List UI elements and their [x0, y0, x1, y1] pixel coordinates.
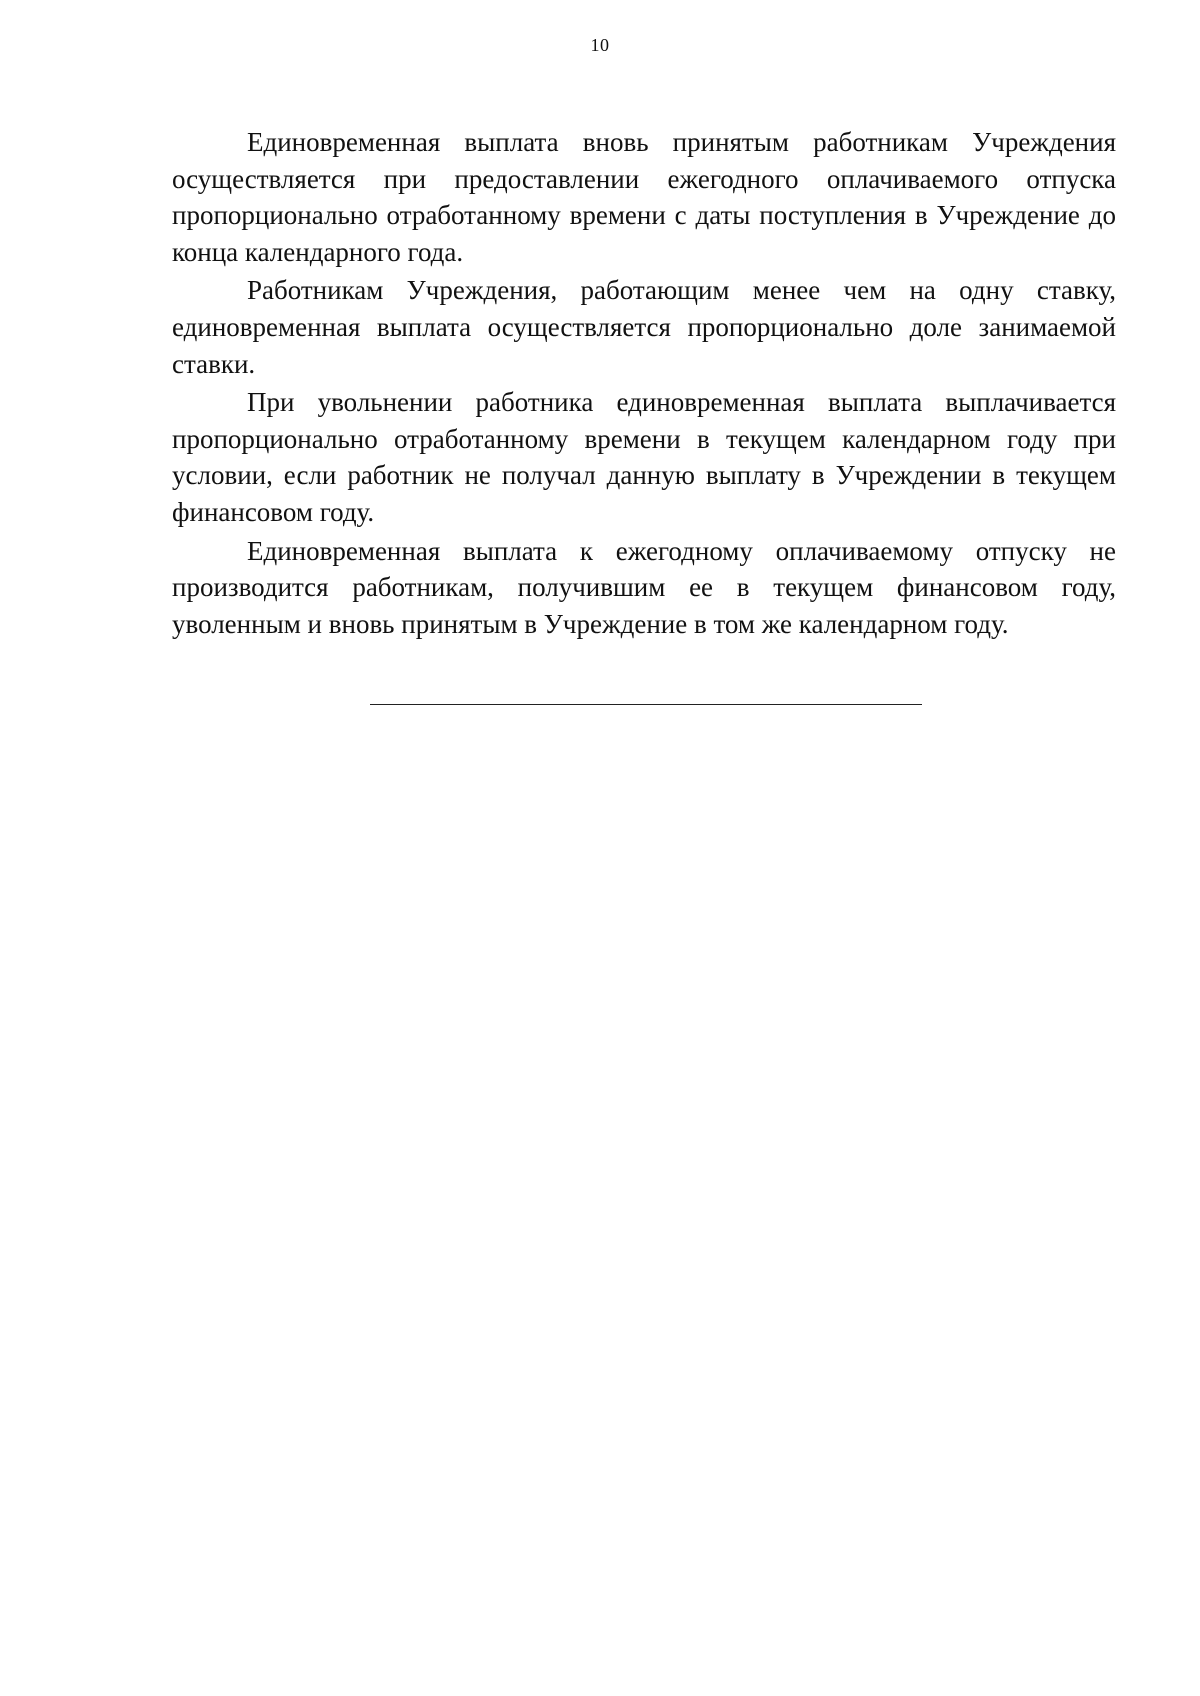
paragraph-1: Единовременная выплата вновь принятым работникам Учреждения осуществляется при предоставлении ежегодного оплачиваемого отпуска пропорционально отработанному времени с даты поступления в Учреждение до конца календарного года. — [172, 127, 1116, 267]
paragraph-2: Работникам Учреждения, работающим менее чем на одну ставку, единовременная выплата осуществляется пропорционально доле занимаемой ставки. — [172, 275, 1116, 379]
paragraph-3: При увольнении работника единовременная выплата выплачивается пропорционально отработанному времени в текущем календарном году при условии, если работник не получал данную выплату в Учреждении в текущем финансовом году. — [172, 387, 1116, 527]
page-number: 10 — [590, 35, 610, 55]
paragraph-4: Единовременная выплата к ежегодному оплачиваемому отпуску не производится работникам, получившим ее в текущем финансовом году, уволенным и вновь принятым в Учреждение в том же календарном году. — [172, 535, 1116, 639]
end-of-text-rule — [370, 704, 922, 705]
document-body — [172, 124, 1116, 644]
